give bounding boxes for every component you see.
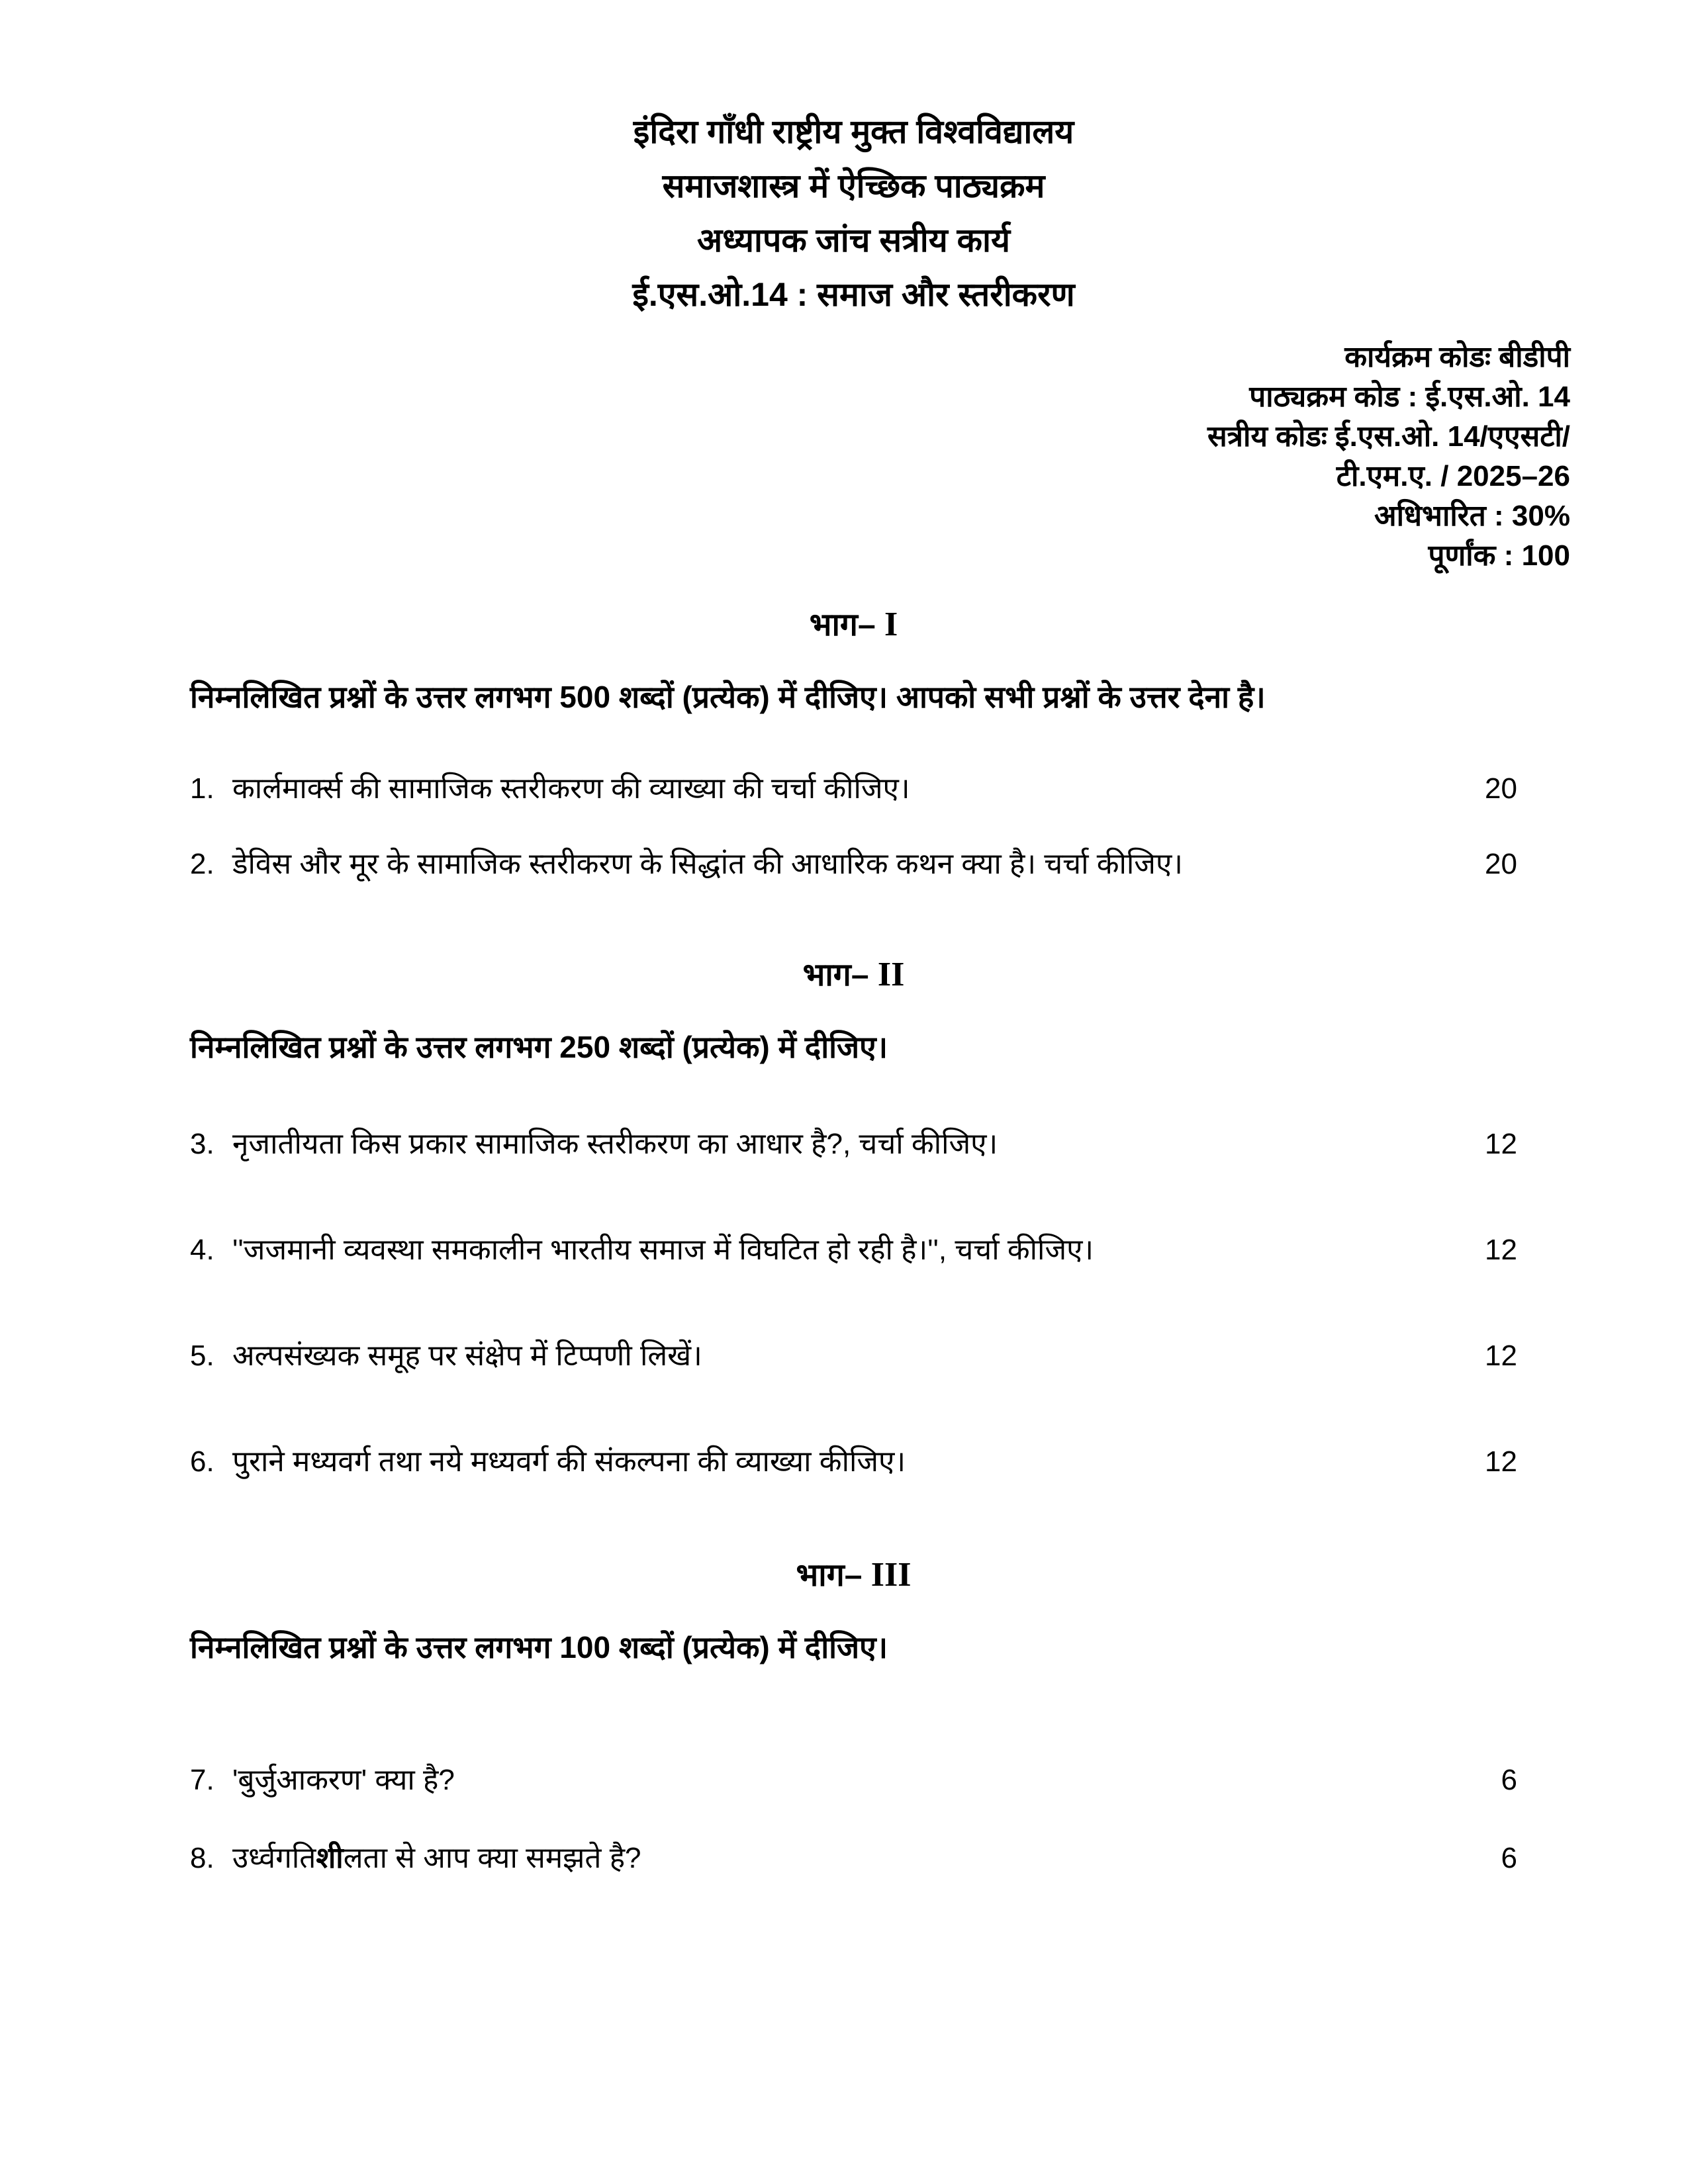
question-2-number: 2.: [190, 848, 214, 880]
question-1-number: 1.: [190, 772, 214, 805]
question-6-text: पुराने मध्यवर्ग तथा नये मध्यवर्ग की संकल्पना की व्याख्या कीजिए।: [232, 1445, 906, 1478]
question-1-marks: 20: [1485, 772, 1517, 805]
course-title-line: ई.एस.ओ.14 : समाज और स्तरीकरण: [632, 276, 1075, 313]
page-content: [190, 0, 1570, 1879]
question-5-marks: 12: [1485, 1340, 1517, 1372]
question-row-1: [190, 768, 1517, 809]
question-8-number: 8.: [190, 1842, 214, 1874]
part2-heading-numeral: II: [877, 956, 905, 993]
question-2-marks: 20: [1485, 848, 1517, 880]
question-row-4: [190, 1230, 1517, 1271]
question-row-3: [190, 1124, 1517, 1165]
part1-heading-label: भाग–: [809, 608, 876, 643]
assignment-code-line1: सत्रीय कोडः ई.एस.ओ. 14/एएसटी/: [1207, 420, 1570, 453]
part3-instruction: निम्नलिखित प्रश्नों के उत्तर लगभग 100 शब्दों (प्रत्येक) में दीजिए।: [190, 1630, 888, 1664]
question-4-marks: 12: [1485, 1234, 1517, 1266]
question-8-text-bold: शी: [316, 1842, 344, 1874]
part2-heading-label: भाग–: [802, 958, 869, 993]
assignment-code-line2: टी.एम.ए. / 2025–26: [1336, 460, 1570, 492]
question-3-number: 3.: [190, 1128, 214, 1160]
course-codes-block: [190, 338, 1570, 576]
part1-instruction: निम्नलिखित प्रश्नों के उत्तर लगभग 500 शब्दों (प्रत्येक) में दीजिए। आपको सभी प्रश्नों के उत्तर देना है।: [190, 680, 1266, 714]
question-7-number: 7.: [190, 1764, 214, 1796]
question-5-text: अल्पसंख्यक समूह पर संक्षेप में टिप्पणी लिखें।: [232, 1340, 702, 1372]
question-row-7: [190, 1760, 1517, 1801]
question-1-text: कार्लमार्क्स की सामाजिक स्तरीकरण की व्याख्या की चर्चा कीजिए।: [232, 772, 910, 805]
weightage: अधिभारित : 30%: [1374, 500, 1570, 532]
question-row-6: [190, 1441, 1517, 1482]
question-3-marks: 12: [1485, 1128, 1517, 1160]
programme-code: कार्यक्रम कोडः बीडीपी: [1344, 341, 1570, 373]
question-7-text: 'बुर्जुआकरण' क्या है?: [232, 1764, 455, 1796]
question-8-text: [232, 1838, 1458, 1879]
question-row-8: [190, 1838, 1517, 1879]
question-3-text: नृजातीयता किस प्रकार सामाजिक स्तरीकरण का आधार है?, चर्चा कीजिए।: [232, 1128, 998, 1160]
question-5-number: 5.: [190, 1340, 214, 1372]
assignment-type-line: अध्यापक जांच सत्रीय कार्य: [697, 222, 1010, 259]
part3-heading-label: भाग–: [796, 1558, 863, 1593]
question-6-number: 6.: [190, 1445, 214, 1478]
question-4-text: ''जजमानी व्यवस्था समकालीन भारतीय समाज में विघटित हो रही है।'', चर्चा कीजिए।: [232, 1234, 1094, 1266]
part3-heading-numeral: III: [870, 1556, 912, 1594]
question-8-text-pre: उर्ध्वगति: [232, 1842, 316, 1874]
part1-heading-numeral: I: [884, 606, 898, 643]
maximum-marks: पूर्णांक : 100: [1428, 539, 1570, 572]
question-4-number: 4.: [190, 1234, 214, 1266]
part3-heading: [190, 1557, 1517, 1594]
programme-line: समाजशास्त्र में ऐच्छिक पाठ्यक्रम: [662, 167, 1045, 205]
question-8-text-post: लता से आप क्या समझते है?: [343, 1842, 641, 1874]
university-name: इंदिरा गाँधी राष्ट्रीय मुक्त विश्वविद्यालय: [633, 113, 1074, 150]
part2-heading: [190, 956, 1517, 994]
course-code: पाठ्यक्रम कोड : ई.एस.ओ. 14: [1249, 381, 1570, 413]
question-8-marks: 6: [1501, 1842, 1517, 1874]
question-2-text: डेविस और मूर के सामाजिक स्तरीकरण के सिद्धांत की आधारिक कथन क्या है। चर्चा कीजिए।: [232, 848, 1183, 880]
question-row-2: [190, 844, 1517, 885]
question-7-marks: 6: [1501, 1764, 1517, 1796]
part2-instruction: निम्नलिखित प्रश्नों के उत्तर लगभग 250 शब्दों (प्रत्येक) में दीजिए।: [190, 1030, 888, 1064]
question-6-marks: 12: [1485, 1445, 1517, 1478]
part1-heading: [190, 606, 1517, 644]
title-block: [190, 0, 1517, 322]
question-row-5: [190, 1336, 1517, 1377]
